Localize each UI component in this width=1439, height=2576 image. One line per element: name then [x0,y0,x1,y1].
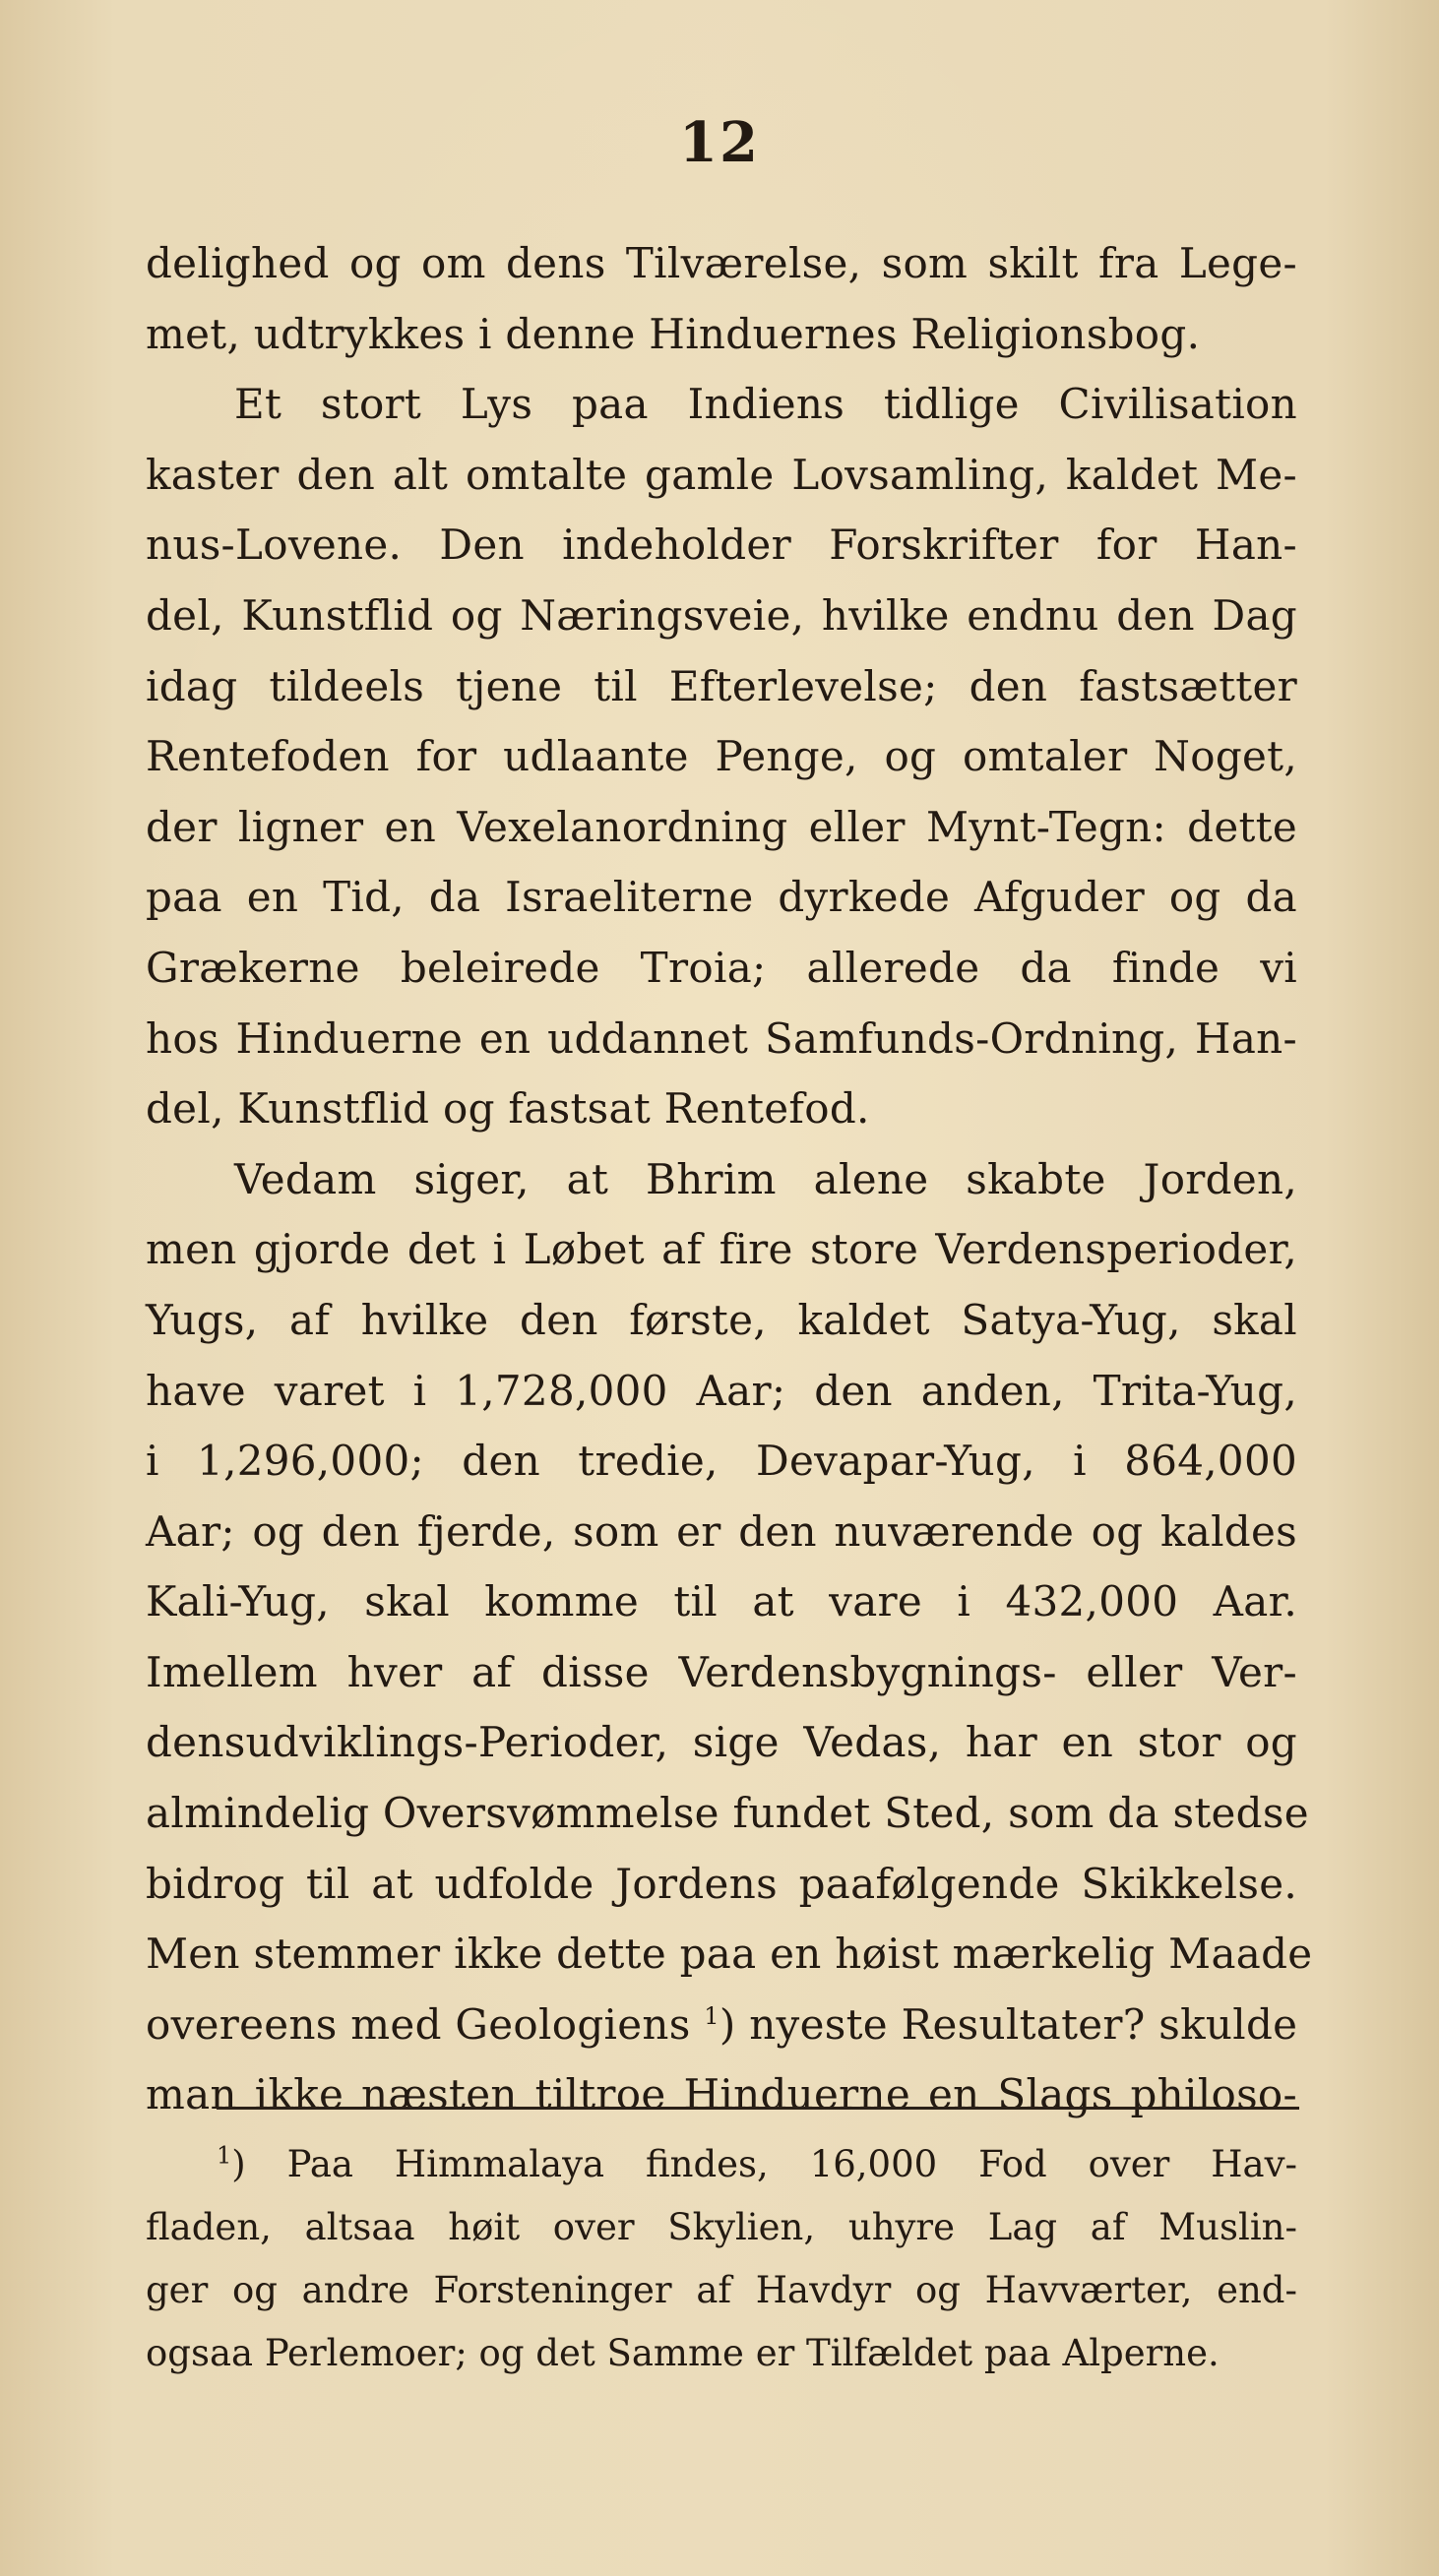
footnote-line: ger og andre Forsteninger af Havdyr og Havværter, end- [146,2269,1297,2311]
footnote-reference: 1 [704,2001,720,2030]
text-line: kaster den alt omtalte gamle Lovsamling, kaldet Me- [146,450,1297,499]
text-line: del, Kunstflid og fastsat Rentefod. [146,1084,870,1134]
text-segment: ) nyeste Resultater? skulde [719,1999,1298,2049]
main-text [146,228,1313,2130]
text-line: Men stemmer ikke dette paa en høist mærkelig Maade [146,1930,1313,1979]
footnote-line [146,2133,1297,2196]
text-line: hos Hinduerne en uddannet Samfunds-Ordning, Han- [146,1013,1297,1063]
text-line: Aar; og den fjerde, som er den nuværende og kaldes [146,1506,1297,1556]
text-line: Grækerne beleirede Troia; allerede da finde vi [146,943,1297,992]
text-line: Kali-Yug, skal komme til at vare i 432,000 Aar. [146,1577,1297,1626]
text-line-with-footnote-ref [146,1990,1297,2060]
text-line: densudviklings-Perioder, sige Vedas, har en stor og [146,1718,1297,1767]
text-line: man ikke næsten tiltroe Hinduerne en Slags philoso- [146,2070,1297,2119]
text-line: Vedam siger, at Bhrim alene skabte Jorden, [234,1154,1297,1203]
text-line: paa en Tid, da Israeliterne dyrkede Afguder og da [146,873,1297,922]
footnote-separator [217,2107,1299,2110]
footnote [146,2133,1297,2385]
page-number: 12 [679,110,760,175]
text-line: idag tildeels tjene til Efterlevelse; den fastsætter [146,661,1297,710]
text-segment: overeens med Geologiens [146,1999,691,2049]
footnote-text: ) Paa Himmalaya findes, 16,000 Fod over Hav- [231,2143,1297,2185]
footnote-line: fladen, altsaa høit over Skylien, uhyre Lag af Muslin- [146,2206,1297,2248]
text-line: Rentefoden for udlaante Penge, og omtaler Noget, [146,732,1297,781]
footnote-marker: 1 [217,2141,232,2170]
text-line: almindelig Oversvømmelse fundet Sted, som da stedse [146,1789,1309,1838]
text-line: bidrog til at udfolde Jordens paafølgende Skikkelse. [146,1859,1297,1908]
text-line: Yugs, af hvilke den første, kaldet Satya-Yug, skal [146,1295,1297,1344]
text-line: met, udtrykkes i denne Hinduernes Religionsbog. [146,309,1201,358]
text-line: delighed og om dens Tilværelse, som skilt fra Lege- [146,239,1297,287]
text-line: der ligner en Vexelanordning eller Mynt-Tegn: dette [146,802,1297,851]
text-line: Et stort Lys paa Indiens tidlige Civilisation [234,380,1297,429]
text-line: del, Kunstflid og Næringsveie, hvilke endnu den Dag [146,590,1297,640]
text-line: have varet i 1,728,000 Aar; den anden, Trita-Yug, [146,1366,1297,1415]
text-line: men gjorde det i Løbet af fire store Verdensperioder, [146,1225,1297,1274]
text-line: i 1,296,000; den tredie, Devapar-Yug, i 864,000 [146,1437,1297,1486]
text-line: Imellem hver af disse Verdensbygnings- eller Ver- [146,1647,1297,1696]
text-line: nus-Lovene. Den indeholder Forskrifter for Han- [146,521,1297,570]
footnote-line: ogsaa Perlemoer; og det Samme er Tilfældet paa Alperne. [146,2332,1220,2374]
